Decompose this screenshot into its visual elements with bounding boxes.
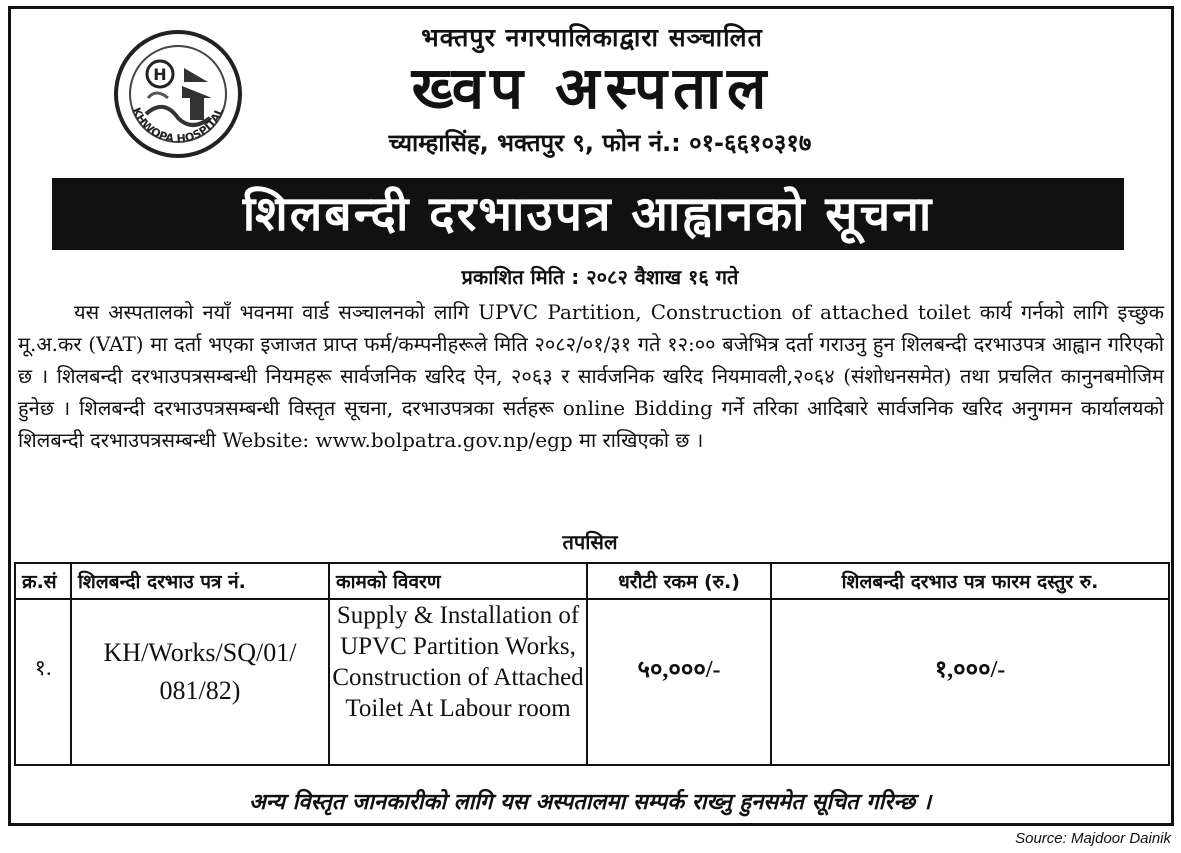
col-header-desc: कामको विवरण: [329, 563, 587, 599]
table-header-row: [15, 563, 1169, 599]
source-credit: Source: Majdoor Dainik: [1015, 830, 1171, 847]
published-date: प्रकाशित मिति : २०८२ वैशाख १६ गते: [461, 265, 739, 289]
col-header-deposit: धरौटी रकम (रु.): [587, 563, 771, 599]
logo-h-letter: H: [153, 65, 167, 84]
notice-paragraph: यस अस्पतालको नयाँ भवनमा वार्ड सञ्चालनको लागि UPVC Partition, Construction of attached toilet कार्य गर्नको लागि इच्छुक मू.अ.कर (VAT) मा दर्ता भएका इजाजत प्राप्त फर्म/कम्पनीहरूले मिति २०८२/०१/३१ गते १२:०० बजेभित्र दर्ता गराउनु हुन शिलबन्दी दरभाउपत्र आह्वान गरिएको छ । शिलबन्दी दरभाउपत्रसम्बन्धी नियमहरू सार्वजनिक खरिद ऐन, २०६३ र सार्वजनिक खरिद नियमावली,२०६४ (संशोधनसमेत) तथा प्रचलित कानुनबमोजिम हुनेछ । शिलबन्दी दरभाउपत्रसम्बन्धी विस्तृत सूचना, दरभाउपत्रका सर्तहरू online Bidding गर्ने तरिका आदिबारे सार्वजनिक खरिद अनुगमन कार्यालयको शिलबन्दी दरभाउपत्रसम्बन्धी Website: www.bolpatra.gov.np/egp मा राखिएको छ ।: [18, 300, 1164, 452]
cell-deposit: ५०,०००/-: [587, 599, 771, 765]
col-header-sn: क्र.सं: [15, 563, 71, 599]
footer-note: अन्य विस्तृत जानकारीको लागि यस अस्पतालमा सम्पर्क राख्नु हुनसमेत सूचित गरिन्छ ।: [248, 790, 932, 815]
bid-table: [14, 562, 1170, 766]
cell-desc: Supply & Installation of UPVC Partition Works, Construction of Attached Toilet At Labour room: [329, 599, 587, 765]
hospital-logo: [112, 28, 244, 160]
col-header-bid-no: शिलबन्दी दरभाउ पत्र नं.: [71, 563, 329, 599]
hospital-address: च्याम्हासिंह, भक्तपुर ९, फोन नं.: ०१-६६१०३१७: [388, 129, 812, 157]
notice-title-banner: शिलबन्दी दरभाउपत्र आह्वानको सूचना: [52, 178, 1124, 250]
table-row: [15, 599, 1169, 765]
cell-fee: १,०००/-: [771, 599, 1169, 765]
hospital-name: ख्वप अस्पताल: [411, 54, 773, 122]
header-subtitle: भक्तपुर नगरपालिकाद्वारा सञ्चालित: [421, 23, 763, 52]
notice-body: [18, 296, 1164, 456]
cell-bid-no: KH/Works/SQ/01/ 081/82): [71, 599, 329, 765]
cell-sn: १.: [15, 599, 71, 765]
details-heading: तपसिल: [562, 530, 618, 554]
logo-text: KHWOPA HOSPITAL: [129, 105, 227, 146]
col-header-fee: शिलबन्दी दरभाउ पत्र फारम दस्तुर रु.: [771, 563, 1169, 599]
